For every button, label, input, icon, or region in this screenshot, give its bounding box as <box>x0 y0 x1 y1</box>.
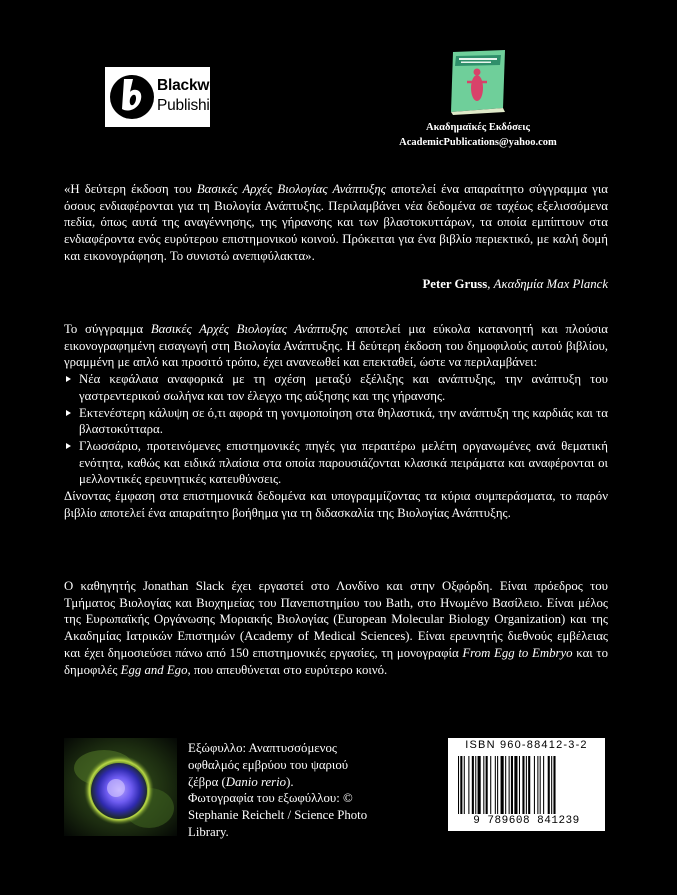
review-quote <box>64 181 608 265</box>
blackwell-wordmark <box>157 76 227 116</box>
isbn-label: ISBN 960-88412-3-2 <box>465 739 588 751</box>
description-closing: Δίνοντας έμφαση στα επιστημονικά δεδομένα και υπογραμμίζοντας τα κύρια συμπεράσματα, το παρόν βιβλίο αποτελεί ένα απαραίτητο βοήθημα για τη διδασκαλία της Βιολογίας Ανάπτυξης. <box>64 489 608 520</box>
feature-item: Εκτενέστερη κάλυψη σε ό,τι αφορά τη γονιμοποίηση στα θηλαστικά, την ανάπτυξη της καρδιάς και τα βλαστοκύτταρα. <box>64 405 608 438</box>
photo-credit: Φωτογραφία του εξωφύλλου: © Stephanie Reichelt / Science Photo Library. <box>188 791 368 839</box>
cover-caption <box>188 740 368 841</box>
bio-text-middle: και το δημοφιλές <box>64 645 608 677</box>
quote-author: Peter Gruss <box>422 277 488 291</box>
author-bio <box>64 578 608 678</box>
academic-publisher-email: AcademicPublications@yahoo.com <box>399 137 557 148</box>
quote-text-rest: αποτελεί ένα απαραίτητο σύγγραμμα για όσους ενδιαφέρονται για τη Βιολογία Ανάπτυξης. Περιλαμβάνει νέα δεδομένα σε ταχέως εξελισσόμενα πεδία, όπως αυτά της αναγέννησης, της γήρανσης και των βλαστοκυττάρων, τα οποία εμπίπτουν στα ενδιαφέροντα ενός ευρύτερου επιστημονικού κοινού. Πρόκειται για ένα βιβλίο περιεκτικό, με καλή δομή και εικονογράφηση. Το συνιστώ ανεπιφύλακτα». <box>64 182 608 263</box>
bio-book-title-1: From Egg to Embryo <box>462 645 573 660</box>
quote-affiliation: , Ακαδημία Max Planck <box>487 277 608 291</box>
description-text-rest: αποτελεί μια εύκολα κατανοητή και πλούσια εικονογραφημένη εισαγωγή στη Βιολογία Ανάπτυξης. Η δεύτερη έκδοση του δημοφιλούς αυτού βιβλίου, γραμμένη με απλό και προσιτό τρόπο, έχει ανανεωθεί και επεκταθεί, ώστε να περιλαμβάνει: <box>64 322 608 370</box>
academic-publisher-name: Ακαδημαϊκές Εκδόσεις <box>426 122 530 133</box>
bio-book-title-2: Egg and Ego <box>120 662 188 677</box>
feature-item: Νέα κεφάλαια αναφορικά με τη σχέση μεταξύ εξέλιξης και ανάπτυξης, την ανάπτυξη του γαστρεντερικού σωλήνα και τον έλεγχο της αύξησης και της γήρανσης. <box>64 371 608 404</box>
ean-digits: 9 789608 841239 <box>473 815 580 827</box>
barcode-bars-icon <box>458 756 595 814</box>
book-description <box>64 321 608 521</box>
quote-attribution <box>64 277 608 292</box>
caption-species: Danio rerio <box>225 774 287 789</box>
bio-text-end: , που απευθύνεται στο ευρύτερο κοινό. <box>187 662 388 677</box>
feature-list <box>64 371 608 488</box>
caption-text-end: ). <box>286 774 294 789</box>
cover-photo-zebrafish-eye <box>64 738 177 836</box>
quote-text-start: «Η δεύτερη έκδοση του <box>64 182 197 196</box>
logo-line2: Publishing <box>157 97 227 114</box>
blackwell-publishing-logo <box>105 67 227 127</box>
quote-book-title: Βασικές Αρχές Βιολογίας Ανάπτυξης <box>196 182 386 196</box>
blackwell-b-mark-icon <box>109 72 155 122</box>
bio-text-start: Ο καθηγητής Jonathan Slack έχει εργαστεί στο Λονδίνο και στην Οξφόρδη. Είναι πρόεδρος του Τμήματος Βιολογίας και Βιοχημείας του Πανεπιστημίου του Bath, στο Ηνωμένο Βασίλειο. Είναι μέλος της Ευρωπαϊκής Οργάνωσης Μοριακής Βιολογίας (European Molecular Biology Organization) και της Ακαδημίας Ιατρικών Επιστημών (Academy of Medical Sciences). Είναι ερευνητής διεθνούς εμβέλειας και έχει δημοσιεύσει πάνω από 150 επιστημονικές εργασίες, τη μονογραφία <box>64 579 608 660</box>
feature-item: Γλωσσάριο, προτεινόμενες επιστημονικές πηγές για περαιτέρω μελέτη οργανωμένες ανά θεματική ενότητα, καθώς και ειδικά πλαίσια στα οποία παρουσιάζονται κλασικά πειράματα και αναφέρονται οι μελλοντικές ερευνητικές κατευθύνσεις. <box>64 438 608 488</box>
logo-line1: Blackwell <box>157 77 226 94</box>
description-text-start: Το σύγγραμμα <box>64 322 151 336</box>
description-book-title: Βασικές Αρχές Βιολογίας Ανάπτυξης <box>150 322 348 336</box>
description-intro <box>64 321 608 371</box>
isbn-barcode <box>448 738 605 831</box>
book-thumbnail-icon <box>447 48 509 115</box>
caption-text: Εξώφυλλο: Αναπτυσσόμενος οφθαλμός εμβρύου του ψαριού ζέβρα ( <box>188 741 349 789</box>
